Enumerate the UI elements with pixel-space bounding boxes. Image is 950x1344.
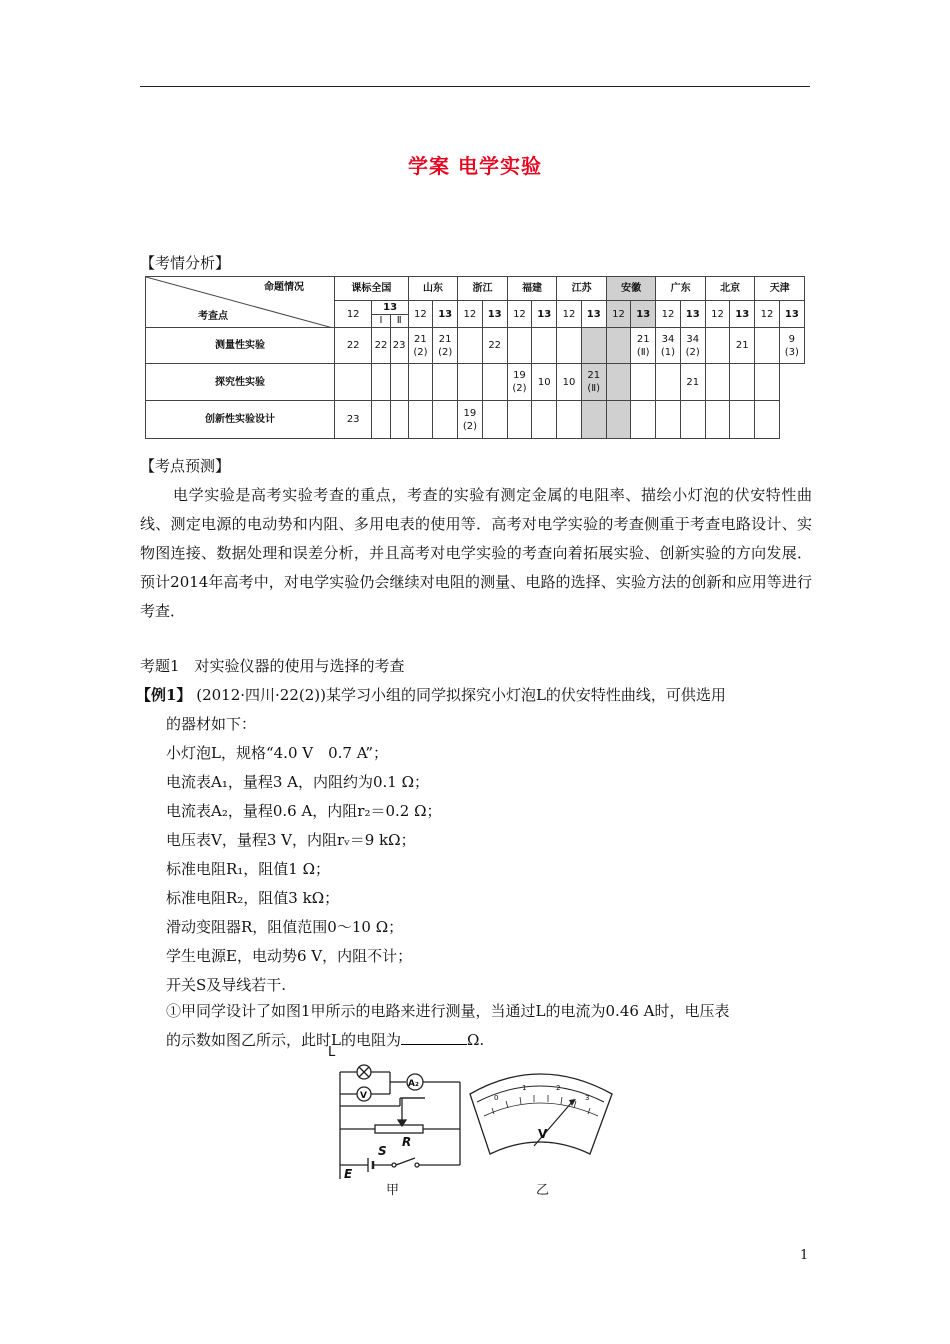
corner-diagonal — [146, 277, 333, 328]
cell-value: 34 (2) — [685, 333, 700, 358]
cell-value: 21 — [686, 376, 700, 388]
cell-value: 21 (Ⅱ) — [636, 333, 650, 358]
region-header: 广东 — [656, 277, 706, 301]
table-cell — [755, 328, 779, 364]
table-cell — [334, 401, 371, 439]
cell-value: 9 (3) — [784, 333, 799, 358]
tick-3: 3 — [585, 1094, 590, 1102]
voltmeter-dial — [470, 1074, 612, 1154]
figure-1 — [320, 1042, 620, 1202]
table-cell — [705, 364, 729, 401]
cell-value: 21 (2) — [438, 333, 453, 358]
table-cell — [390, 364, 408, 401]
corner-bottom-label: 考查点 — [198, 311, 228, 322]
table-cell — [390, 401, 408, 439]
table-cell — [334, 364, 371, 401]
table-cell — [532, 364, 557, 401]
label-L: L — [328, 1045, 336, 1060]
cell-value: 22 — [374, 340, 388, 351]
table-cell — [372, 401, 390, 439]
table-cell — [334, 328, 371, 364]
cell-value: 21 (Ⅱ) — [587, 370, 601, 394]
table-cell — [532, 328, 557, 364]
equipment-item: 开关S及导线若干. — [166, 976, 287, 994]
region-header: 北京 — [705, 277, 755, 301]
table-cell — [482, 328, 507, 364]
label-R: R — [402, 1135, 412, 1149]
table-cell — [581, 401, 606, 439]
forecast-paragraph: 电学实验是高考实验考查的重点，考查的实验有测定金属的电阻率、描绘小灯泡的伏安特性曲线、测定电源的电动势和内阻、多用电表的使用等．高考对电学实验的考查侧重于考查电路设计、实物图连接、数据处理和误差分析，并且高考对电学实验的考查向着拓展实验、创新实验的方向发展．预计2014年高考中，对电学实验仍会继续对电阻的测量、电路的选择、实验方法的创新和应用等进行考查． — [140, 486, 812, 620]
equipment-item: 学生电源E，电动势6 V，内阻不计； — [166, 947, 413, 965]
table-cell — [433, 401, 458, 439]
region-header: 福建 — [507, 277, 557, 301]
row-label: 创新性实验设计 — [146, 401, 335, 439]
year-cell: 13 — [631, 301, 656, 328]
cell-value: 34 (1) — [660, 333, 676, 358]
table-body — [146, 328, 805, 439]
region-header: 江苏 — [557, 277, 607, 301]
table-row — [146, 364, 805, 401]
table-cell — [656, 401, 680, 439]
section-analysis: 【考情分析】 — [140, 254, 231, 272]
table-cell — [482, 364, 507, 401]
equipment-item: 电压表V，量程3 V，内阻rᵥ＝9 kΩ； — [166, 831, 416, 849]
table-cell — [631, 364, 656, 401]
cell-value: 23 — [392, 340, 406, 351]
table-cell — [656, 328, 680, 364]
table-cell — [581, 328, 606, 364]
table-cell — [507, 328, 531, 364]
region-header: 山东 — [408, 277, 458, 301]
cell-value: 10 — [537, 376, 551, 388]
table-cell — [458, 364, 482, 401]
example-label: 【例1】 — [136, 686, 192, 704]
table-cell — [680, 401, 705, 439]
table-cell — [507, 364, 531, 401]
table-cell — [631, 401, 656, 439]
example-label-line — [136, 684, 726, 705]
label-S: S — [378, 1144, 387, 1158]
year-cell: 12 — [656, 301, 680, 328]
table-cell — [606, 364, 630, 401]
table-cell — [680, 328, 705, 364]
tick-0: 0 — [494, 1094, 499, 1102]
region-header: 天津 — [755, 277, 805, 301]
table-row — [146, 328, 805, 364]
cell-value: 19 (2) — [512, 370, 527, 394]
topic-heading: 考题1 对实验仪器的使用与选择的考查 — [140, 657, 405, 675]
table-cell — [779, 328, 804, 364]
table-cell — [606, 328, 630, 364]
table-cell — [656, 364, 680, 401]
table-cell — [557, 328, 581, 364]
page-title: 学案 电学实验 — [408, 154, 542, 178]
table-cell — [532, 401, 557, 439]
year-cell: 12 — [408, 301, 432, 328]
cell-value: 22 — [346, 340, 360, 351]
year-cell: 13 — [372, 302, 407, 315]
year-cell: 13 — [581, 301, 606, 328]
cell-value: 21 — [735, 340, 749, 351]
cell-value: 23 — [346, 414, 360, 425]
caption-jia: 甲 — [386, 1183, 400, 1198]
table-cell — [705, 328, 729, 364]
table-cell — [730, 328, 755, 364]
table-cell — [433, 328, 458, 364]
section-forecast: 【考点预测】 — [140, 457, 231, 475]
tick-2: 2 — [556, 1084, 561, 1092]
year-cell: 12 — [755, 301, 779, 328]
question-1-text: 的示数如图乙所示，此时L的电阻为 — [166, 1031, 401, 1049]
table-cell — [557, 364, 581, 401]
example-intro-2: 的器材如下： — [166, 715, 257, 733]
cell-value: 10 — [562, 376, 576, 388]
question-1-unit: Ω. — [466, 1031, 485, 1049]
region-header: 课标全国 — [334, 277, 408, 301]
table-cell — [705, 401, 729, 439]
year-cell: 13 — [680, 301, 705, 328]
table-cell — [755, 401, 779, 439]
year-cell: 12 — [334, 301, 371, 328]
table-cell — [507, 401, 531, 439]
header-rule — [140, 86, 810, 87]
caption-yi: 乙 — [536, 1183, 550, 1198]
equipment-item: 电流表A₁，量程3 A，内阻约为0.1 Ω； — [166, 773, 430, 791]
table-cell — [372, 328, 390, 364]
label-E: E — [344, 1167, 353, 1181]
table-cell — [458, 328, 482, 364]
circuit-diagram — [340, 1065, 460, 1179]
year-cell: 13 — [730, 301, 755, 328]
year-cell: 12 — [606, 301, 630, 328]
year-cell: 12 — [557, 301, 581, 328]
equipment-item: 滑动变阻器R，阻值范围0～10 Ω； — [166, 918, 404, 936]
region-header: 安徽 — [606, 277, 656, 301]
table-cell — [372, 364, 390, 401]
table-cell — [433, 364, 458, 401]
year-cell: 12 — [507, 301, 531, 328]
label-A2: A₂ — [408, 1079, 419, 1089]
example-intro: (2012·四川·22(2))某学习小组的同学拟探究小灯泡L的伏安特性曲线，可供选用 — [196, 686, 726, 704]
table-cell — [557, 401, 581, 439]
sub-cell: Ⅰ — [372, 315, 390, 327]
table-row — [146, 401, 805, 439]
table-cell — [680, 364, 705, 401]
table-cell — [606, 401, 630, 439]
corner-top-label: 命题情况 — [263, 282, 304, 293]
tick-1: 1 — [522, 1084, 527, 1092]
table-cell — [755, 364, 779, 401]
table-cell — [408, 401, 432, 439]
dial-label-V: V — [538, 1127, 548, 1141]
row-label: 探究性实验 — [146, 364, 335, 401]
question-1-line-1: ①甲同学设计了如图1甲所示的电路来进行测量，当通过L的电流为0.46 A时，电压表 — [166, 1002, 730, 1020]
analysis-table — [145, 276, 805, 439]
table-cell — [581, 364, 606, 401]
corner-cell — [146, 277, 335, 328]
equipment-item: 电流表A₂，量程0.6 A，内阻r₂＝0.2 Ω； — [166, 802, 442, 820]
cell-value: 21 (2) — [413, 333, 428, 358]
equipment-item: 小灯泡L，规格“4.0 V 0.7 A”； — [166, 744, 389, 762]
year-cell: 12 — [705, 301, 729, 328]
cell-value: 19 (2) — [462, 407, 477, 432]
year-cell-split — [372, 301, 408, 328]
table-cell — [408, 364, 432, 401]
table-cell — [458, 401, 482, 439]
row-label: 测量性实验 — [146, 328, 335, 364]
table-cell — [631, 328, 656, 364]
year-cell: 13 — [433, 301, 458, 328]
sub-cell: Ⅱ — [396, 314, 402, 326]
year-cell: 13 — [532, 301, 557, 328]
label-V: V — [360, 1091, 367, 1101]
table-cell — [730, 364, 755, 401]
year-cell: 13 — [482, 301, 507, 328]
table-cell — [482, 401, 507, 439]
table-cell — [730, 401, 755, 439]
year-cell: 12 — [458, 301, 482, 328]
cell-value: 22 — [488, 340, 502, 351]
year-cell: 13 — [779, 301, 804, 328]
equipment-item: 标准电阻R₂，阻值3 kΩ； — [166, 889, 340, 907]
table-cell — [390, 328, 408, 364]
page-number: 1 — [800, 1248, 809, 1263]
region-header: 浙江 — [458, 277, 508, 301]
equipment-item: 标准电阻R₁，阻值1 Ω； — [166, 860, 331, 878]
table-cell — [408, 328, 432, 364]
